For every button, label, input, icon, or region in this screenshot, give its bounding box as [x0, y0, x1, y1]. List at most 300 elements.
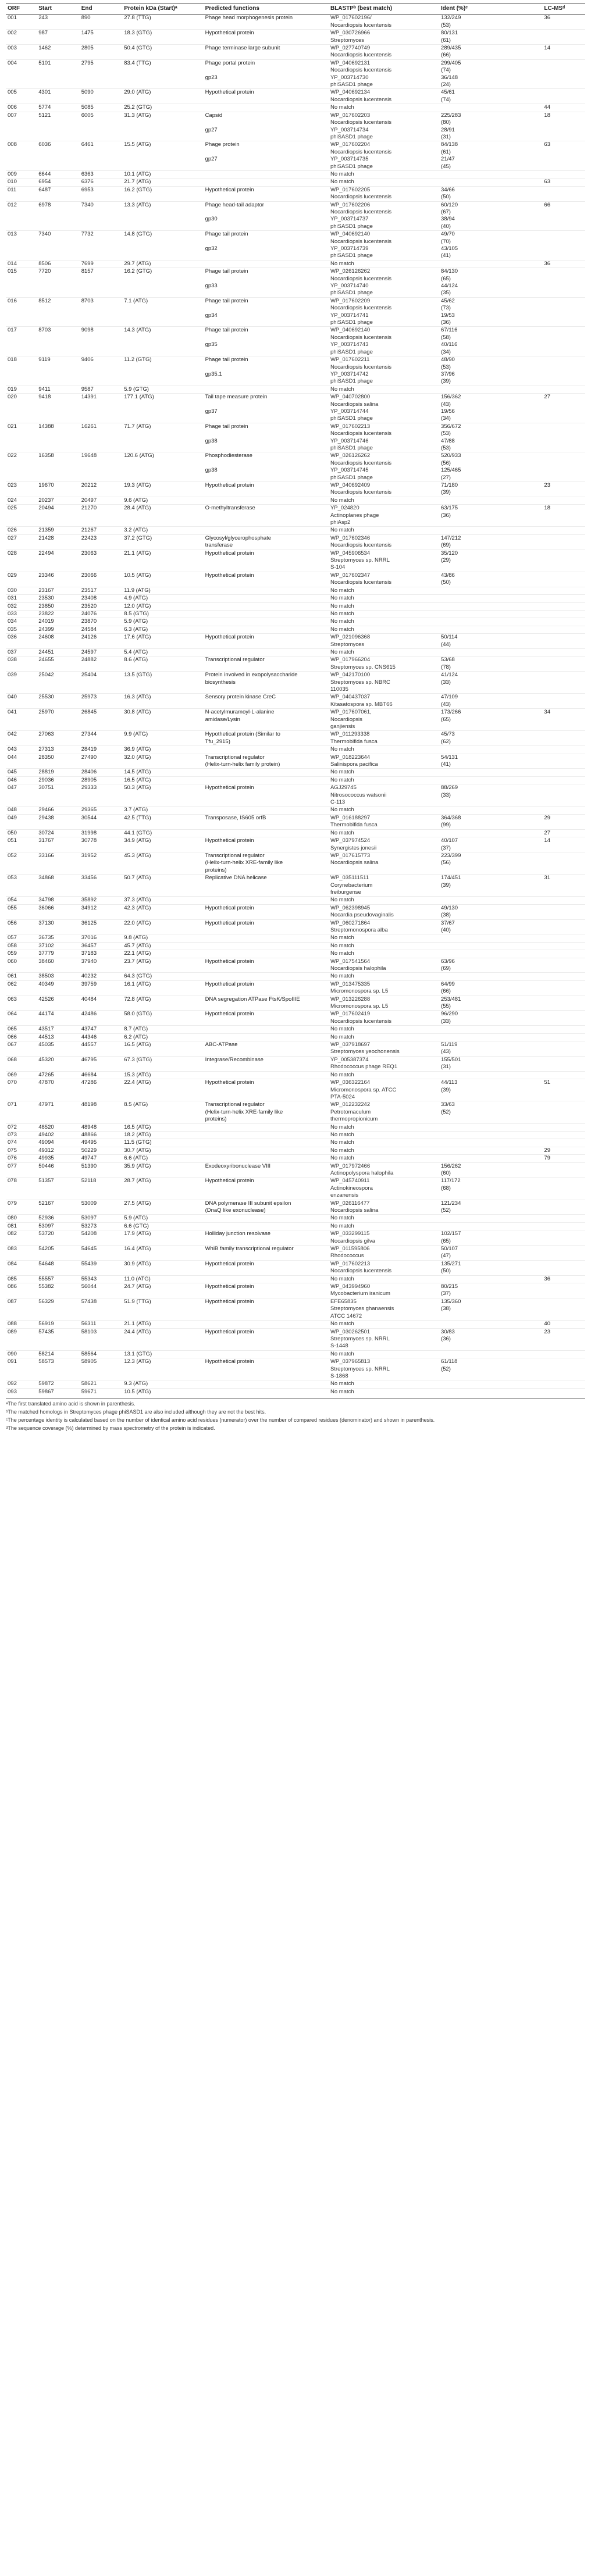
cell-ident [439, 829, 542, 837]
cell-empty [122, 238, 203, 245]
cell-empty [6, 1087, 37, 1094]
cell-ident: 299/405 [439, 59, 542, 67]
cell-empty [542, 512, 585, 519]
cell-predicted-function: Phage tail protein [204, 231, 329, 238]
cell-start: 44513 [37, 1033, 79, 1041]
cell-empty [37, 1094, 79, 1101]
cell-predicted-function: Transcriptional regulator [204, 657, 329, 664]
cell-ident [439, 776, 542, 784]
cell-empty [80, 564, 122, 572]
cell-start: 53720 [37, 1230, 79, 1238]
cell-ident: (41) [441, 761, 451, 768]
table-row [6, 626, 585, 633]
cell-ident: 156/362 [439, 394, 542, 401]
table-row [6, 37, 585, 45]
cell-predicted-function: N-acetylmuramoyl-L-alanine [204, 709, 329, 716]
table-row [6, 401, 585, 408]
table-row [6, 845, 585, 852]
cell-kda: 177.1 (ATG) [122, 394, 203, 401]
table-row [6, 290, 585, 297]
cell-start: 51357 [37, 1178, 79, 1185]
cell-empty [542, 349, 585, 356]
cell-orf: 075 [6, 1147, 37, 1154]
cell-predicted-function: Transposase, IS605 orfB [204, 814, 329, 822]
table-row [6, 807, 585, 814]
cell-empty [542, 1048, 585, 1056]
cell-predicted-function [204, 194, 329, 201]
cell-empty [80, 867, 122, 875]
cell-ident: (67) [441, 208, 451, 215]
cell-blastp: WP_012232242 [329, 1101, 439, 1109]
cell-empty [80, 415, 122, 423]
cell-empty [37, 927, 79, 934]
cell-ident: 51/119 [439, 1041, 542, 1049]
cell-ident: 71/180 [439, 482, 542, 490]
table-row [6, 1048, 585, 1056]
table-row [6, 686, 585, 694]
table-row [6, 1155, 585, 1162]
table-row [6, 467, 585, 474]
cell-lc-ms [542, 672, 585, 679]
cell-lc-ms [542, 186, 585, 194]
table-row [6, 738, 585, 746]
footnote-c: ᶜThe percentage identity is calculated based on the number of identical amino acid residues (numerator) over the number of compared residues (denominator) and shown in parenthesis. [6, 1417, 435, 1423]
cell-orf: 014 [6, 260, 37, 267]
cell-blastp: Rhodococcus [330, 1253, 364, 1260]
cell-lc-ms: 36 [542, 1275, 585, 1283]
cell-ident: (69) [441, 542, 451, 549]
cell-orf: 066 [6, 1033, 37, 1041]
cell-empty [6, 305, 37, 312]
cell-ident: 63/175 [439, 505, 542, 512]
cell-start: 24451 [37, 648, 79, 656]
cell-ident: (50) [441, 194, 451, 201]
cell-ident: 19/53 [441, 312, 455, 319]
cell-empty [37, 438, 79, 445]
cell-lc-ms [542, 1388, 585, 1396]
cell-predicted-function: (Helix-turn-helix family protein) [205, 761, 280, 768]
cell-empty [122, 474, 203, 482]
cell-ident: (65) [441, 716, 451, 723]
cell-start: 27313 [37, 746, 79, 754]
cell-blastp: phiSASD1 phage [330, 378, 373, 385]
cell-ident: (53) [441, 444, 451, 451]
cell-empty [80, 792, 122, 799]
cell-empty [80, 579, 122, 587]
cell-kda: 6.2 (ATG) [122, 1033, 203, 1041]
cell-start: 44174 [37, 1011, 79, 1018]
cell-predicted-function [204, 1222, 329, 1230]
cell-kda: 51.9 (TTG) [122, 1298, 203, 1305]
cell-start: 4301 [37, 89, 79, 97]
cell-ident: 125/465 [441, 467, 461, 474]
cell-empty [6, 679, 37, 686]
cell-ident [439, 769, 542, 776]
cell-start: 59867 [37, 1388, 79, 1396]
cell-blastp: WP_011293338 [329, 731, 439, 738]
cell-start: 6644 [37, 170, 79, 178]
cell-start: 55382 [37, 1283, 79, 1291]
cell-lc-ms [542, 386, 585, 393]
cell-predicted-function [204, 587, 329, 594]
cell-empty [80, 641, 122, 649]
cell-empty [122, 822, 203, 829]
cell-predicted-function [204, 22, 329, 30]
cell-ident [439, 1222, 542, 1230]
cell-empty [542, 149, 585, 156]
table-row [6, 238, 585, 245]
cell-blastp: No match [329, 1222, 439, 1230]
table-row [6, 1162, 585, 1170]
cell-empty [6, 467, 37, 474]
cell-end: 53273 [80, 1222, 122, 1230]
cell-empty [542, 223, 585, 231]
cell-end: 8157 [80, 268, 122, 276]
table-row [6, 1222, 585, 1230]
cell-empty [6, 408, 37, 415]
cell-kda: 17.6 (ATG) [122, 634, 203, 641]
cell-ident: (56) [441, 859, 451, 866]
cell-predicted-function [204, 1238, 329, 1246]
cell-predicted-function [204, 1064, 329, 1071]
cell-ident [439, 1373, 542, 1380]
cell-empty [6, 792, 37, 799]
header-kda: Protein kDa (Start)ᵃ [122, 4, 203, 15]
cell-empty [122, 1305, 203, 1312]
cell-empty [37, 641, 79, 649]
cell-kda: 12.0 (ATG) [122, 602, 203, 610]
cell-orf: 061 [6, 973, 37, 980]
table-row [6, 564, 585, 572]
cell-orf: 004 [6, 59, 37, 67]
table-row [6, 194, 585, 201]
cell-empty [80, 1253, 122, 1260]
cell-blastp: WP_013475335 [329, 980, 439, 988]
cell-orf: 012 [6, 201, 37, 209]
cell-kda: 18.2 (ATG) [122, 1131, 203, 1139]
cell-empty [122, 716, 203, 723]
cell-lc-ms [542, 776, 585, 784]
table-row [6, 67, 585, 74]
cell-predicted-function [204, 512, 329, 519]
cell-predicted-function: Phage tail protein [204, 327, 329, 334]
cell-lc-ms [542, 996, 585, 1003]
cell-orf: 068 [6, 1056, 37, 1064]
table-row [6, 927, 585, 934]
cell-empty [80, 1343, 122, 1350]
table-row [6, 156, 585, 163]
cell-empty [6, 1268, 37, 1275]
cell-kda: 28.4 (ATG) [122, 505, 203, 512]
cell-start: 52936 [37, 1215, 79, 1222]
cell-empty [6, 119, 37, 126]
cell-empty [542, 1192, 585, 1200]
cell-predicted-function: Hypothetical protein [204, 1260, 329, 1268]
cell-empty [80, 859, 122, 866]
cell-blastp: phiAsp2 [330, 519, 351, 526]
cell-blastp: Nocardiopsis lucentensis [330, 194, 392, 201]
cell-blastp: WP_017602346 [329, 534, 439, 542]
cell-predicted-function [204, 1155, 329, 1162]
cell-blastp: No match [329, 1071, 439, 1079]
cell-empty [37, 74, 79, 81]
table-row [6, 216, 585, 223]
cell-ident: (74) [441, 96, 451, 103]
cell-empty [6, 867, 37, 875]
cell-blastp: phiSASD1 phage [330, 474, 373, 481]
cell-end: 9406 [80, 356, 122, 364]
cell-orf: 062 [6, 980, 37, 988]
cell-lc-ms: 29 [542, 814, 585, 822]
cell-ident: (61) [441, 37, 451, 44]
cell-predicted-function: gp35.1 [205, 370, 222, 377]
cell-blastp: No match [329, 170, 439, 178]
cell-orf: 069 [6, 1071, 37, 1079]
cell-predicted-function [204, 1192, 329, 1200]
cell-ident: 364/368 [439, 814, 542, 822]
cell-blastp: WP_018223644 [329, 754, 439, 761]
cell-predicted-function [204, 1170, 329, 1178]
cell-end: 58564 [80, 1350, 122, 1358]
table-row [6, 610, 585, 618]
cell-end: 6376 [80, 179, 122, 186]
table-row [6, 988, 585, 996]
cell-empty [122, 119, 203, 126]
cell-predicted-function [204, 474, 329, 482]
cell-empty [37, 467, 79, 474]
cell-empty [6, 822, 37, 829]
cell-start: 45035 [37, 1041, 79, 1049]
cell-empty [122, 792, 203, 799]
table-row [6, 1238, 585, 1246]
cell-lc-ms: 63 [542, 179, 585, 186]
cell-empty [122, 430, 203, 437]
cell-empty [542, 792, 585, 799]
cell-ident [439, 942, 542, 950]
cell-predicted-function [204, 822, 329, 829]
cell-lc-ms: 31 [542, 875, 585, 882]
cell-empty [80, 438, 122, 445]
cell-ident [439, 527, 542, 534]
cell-ident [439, 1147, 542, 1154]
cell-empty [6, 364, 37, 371]
cell-ident: 44/124 [441, 283, 458, 290]
cell-start: 25530 [37, 694, 79, 701]
cell-kda: 16.5 (ATG) [122, 1123, 203, 1131]
cell-empty [37, 489, 79, 497]
cell-ident: 35/120 [439, 550, 542, 557]
cell-start: 1462 [37, 45, 79, 52]
table-row [6, 386, 585, 393]
cell-empty [122, 467, 203, 474]
cell-ident: 28/91 [441, 126, 455, 133]
cell-kda: 14.5 (ATG) [122, 769, 203, 776]
table-row [6, 119, 585, 126]
cell-ident [439, 104, 542, 112]
cell-end: 36457 [80, 942, 122, 950]
cell-start: 33166 [37, 852, 79, 859]
cell-blastp: WP_017966204 [329, 657, 439, 664]
cell-blastp: WP_017602203 [329, 112, 439, 119]
cell-start: 49094 [37, 1139, 79, 1147]
table-row [6, 30, 585, 37]
cell-predicted-function [204, 489, 329, 497]
cell-predicted-function [204, 776, 329, 784]
cell-kda: 64.3 (GTG) [122, 973, 203, 980]
cell-predicted-function [204, 1026, 329, 1033]
cell-start: 20237 [37, 497, 79, 504]
cell-empty [6, 1185, 37, 1192]
cell-predicted-function: Glycosyl/glycerophosphate [204, 534, 329, 542]
cell-predicted-function: (DnaQ like exonuclease) [205, 1207, 266, 1214]
cell-blastp: Nocardiopsis halophila [330, 965, 386, 972]
cell-empty [80, 738, 122, 746]
cell-start: 54205 [37, 1246, 79, 1253]
cell-empty [37, 761, 79, 769]
cell-empty [80, 378, 122, 386]
cell-start: 16358 [37, 452, 79, 460]
cell-orf: 082 [6, 1230, 37, 1238]
cell-predicted-function [204, 1123, 329, 1131]
cell-predicted-function [204, 1094, 329, 1101]
cell-ident [439, 934, 542, 942]
cell-lc-ms [542, 1283, 585, 1291]
cell-predicted-function [204, 1290, 329, 1298]
cell-ident: (40) [441, 223, 451, 230]
table-row [6, 349, 585, 356]
cell-blastp: Streptomyces sp. NRRL [330, 1335, 390, 1342]
cell-kda: 83.4 (TTG) [122, 59, 203, 67]
cell-empty [80, 1192, 122, 1200]
cell-empty [37, 1253, 79, 1260]
cell-orf: 046 [6, 776, 37, 784]
cell-empty [80, 52, 122, 59]
cell-empty [6, 312, 37, 319]
cell-ident [439, 610, 542, 618]
cell-kda: 6.6 (ATG) [122, 1155, 203, 1162]
cell-predicted-function [204, 364, 329, 371]
cell-ident [439, 179, 542, 186]
cell-ident: (60) [441, 1169, 451, 1176]
cell-start: 8506 [37, 260, 79, 267]
cell-ident [439, 386, 542, 393]
cell-blastp: WP_013226288 [329, 996, 439, 1003]
cell-empty [6, 579, 37, 587]
cell-lc-ms: 79 [542, 1155, 585, 1162]
cell-lc-ms [542, 610, 585, 618]
cell-kda: 42.3 (ATG) [122, 904, 203, 912]
cell-empty [542, 22, 585, 30]
table-row [6, 505, 585, 512]
cell-lc-ms [542, 618, 585, 626]
cell-predicted-function: Hypothetical protein [204, 30, 329, 37]
cell-end: 56311 [80, 1321, 122, 1328]
cell-lc-ms [542, 731, 585, 738]
cell-start: 987 [37, 30, 79, 37]
cell-blastp [329, 867, 439, 875]
table-row [6, 334, 585, 341]
cell-lc-ms [542, 1230, 585, 1238]
cell-blastp: phiSASD1 phage [330, 348, 373, 355]
table-row [6, 1373, 585, 1380]
cell-empty [37, 579, 79, 587]
table-row [6, 889, 585, 897]
cell-predicted-function: Tfu_2915) [205, 738, 230, 745]
cell-kda: 9.8 (ATG) [122, 934, 203, 942]
cell-empty [542, 364, 585, 371]
cell-blastp: No match [329, 776, 439, 784]
cell-ident: 49/130 [439, 904, 542, 912]
cell-empty [542, 245, 585, 252]
cell-blastp: EFE65835 [329, 1298, 439, 1305]
cell-blastp: Nocardiopsis salina [330, 401, 379, 408]
cell-empty [80, 216, 122, 223]
cell-predicted-function [204, 897, 329, 904]
table-row [6, 1018, 585, 1026]
cell-start: 47971 [37, 1101, 79, 1109]
cell-ident: (52) [441, 1207, 451, 1214]
cell-predicted-function [204, 67, 329, 74]
cell-predicted-function: Hypothetical protein (Similar to [204, 731, 329, 738]
cell-empty [6, 1290, 37, 1298]
cell-predicted-function [204, 1071, 329, 1079]
cell-empty [6, 460, 37, 467]
cell-blastp: Thermobifida fusca [330, 738, 378, 745]
cell-predicted-function [204, 1321, 329, 1328]
cell-empty [37, 845, 79, 852]
cell-end: 48948 [80, 1123, 122, 1131]
cell-empty [122, 74, 203, 81]
cell-lc-ms [542, 59, 585, 67]
table-row [6, 657, 585, 664]
cell-empty [80, 716, 122, 723]
table-row [6, 694, 585, 701]
cell-empty [37, 305, 79, 312]
table-row [6, 859, 585, 866]
cell-blastp: No match [329, 934, 439, 942]
cell-empty [80, 474, 122, 482]
cell-empty [122, 845, 203, 852]
cell-orf: 015 [6, 268, 37, 276]
cell-blastp: No match [329, 1139, 439, 1147]
cell-ident [439, 519, 542, 527]
cell-end: 23517 [80, 587, 122, 594]
table-row [6, 1200, 585, 1207]
cell-empty [542, 238, 585, 245]
table-row [6, 679, 585, 686]
cell-empty [122, 889, 203, 897]
cell-lc-ms [542, 1215, 585, 1222]
cell-predicted-function: proteins) [205, 1116, 227, 1123]
cell-empty [80, 1109, 122, 1116]
cell-kda: 45.7 (ATG) [122, 942, 203, 950]
table-row [6, 460, 585, 467]
cell-lc-ms: 36 [544, 15, 550, 22]
cell-predicted-function [204, 519, 329, 527]
cell-empty [37, 97, 79, 104]
cell-end: 43747 [80, 1026, 122, 1033]
cell-empty [6, 209, 37, 216]
table-row [6, 394, 585, 401]
cell-blastp: WP_033299115 [329, 1230, 439, 1238]
cell-lc-ms [542, 1358, 585, 1366]
cell-blastp: WP_035111511 [329, 875, 439, 882]
cell-empty [37, 119, 79, 126]
cell-predicted-function: (Helix-turn-helix XRE-family like [205, 1108, 283, 1115]
cell-empty [542, 467, 585, 474]
cell-ident [439, 595, 542, 602]
cell-ident [439, 1094, 542, 1101]
